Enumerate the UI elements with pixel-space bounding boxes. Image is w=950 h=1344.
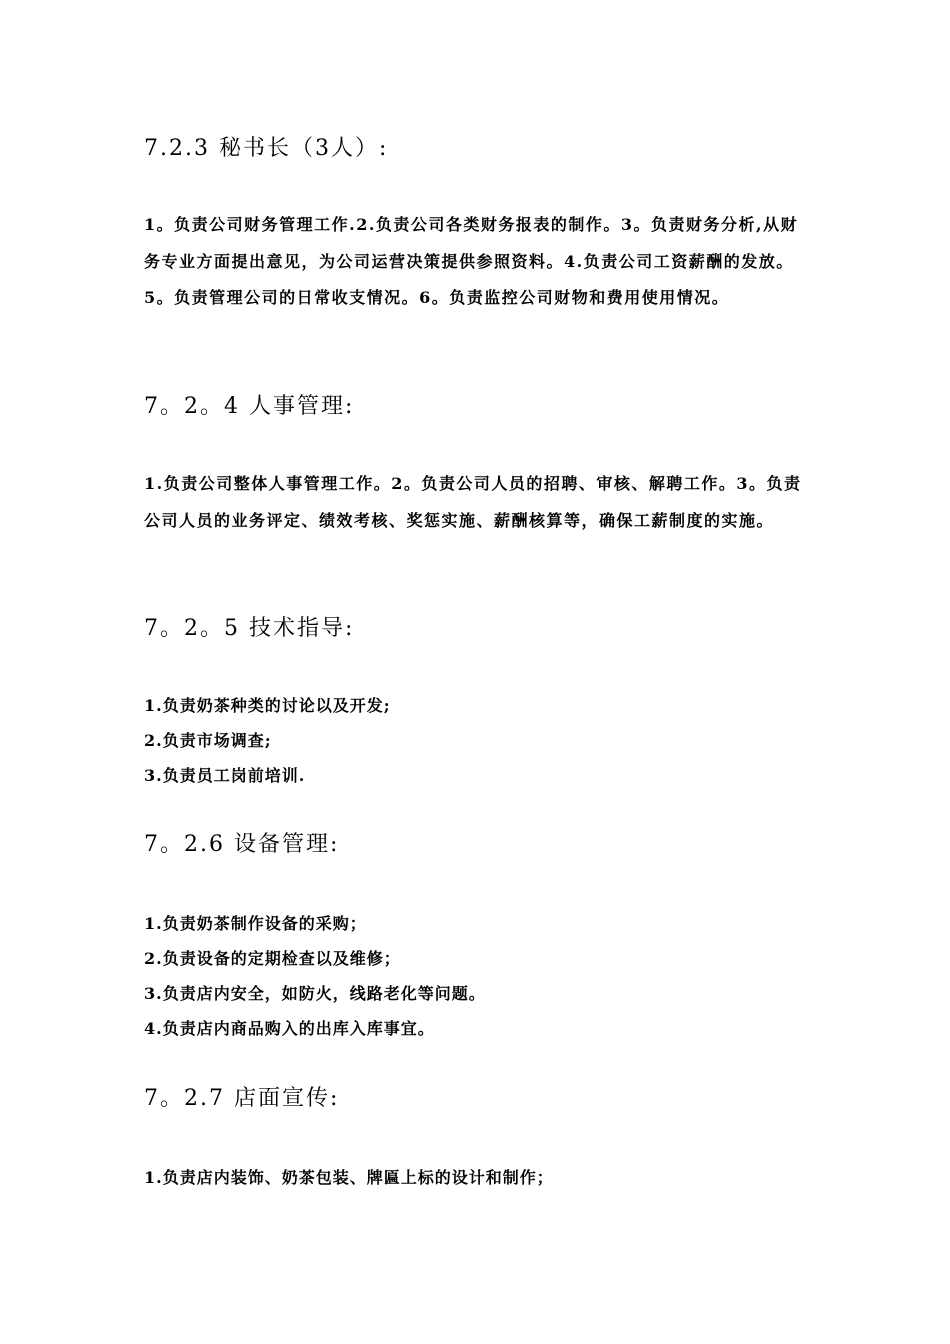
list-item: 1.负责店内装饰、奶茶包装、牌匾上标的设计和制作； <box>144 1168 554 1187</box>
section-heading-personnel: 7。2。4 人事管理: <box>144 394 355 419</box>
section-heading-technical: 7。2。5 技术指导: <box>144 616 355 641</box>
section-body-personnel: 1.负责公司整体人事管理工作。2。负责公司人员的招聘、审核、解聘工作。3。负责公司人员的业务评定、绩效考核、奖惩实施、薪酬核算等，确保工薪制度的实施。 <box>144 474 802 530</box>
list-item: 1.负责奶茶种类的讨论以及开发; <box>144 696 391 715</box>
section-heading-promotion: 7。2.7 店面宣传: <box>144 1086 340 1111</box>
list-item: 1.负责奶茶制作设备的采购； <box>144 914 367 933</box>
list-item: 4.负责店内商品购入的出库入库事宜。 <box>144 1019 435 1038</box>
section-heading-equipment: 7。2.6 设备管理: <box>144 832 340 857</box>
section-body-secretary: 1。负责公司财务管理工作.2.负责公司各类财务报表的制作。3。负责财务分析,从财务专业方面提出意见，为公司运营决策提供参照资料。4.负责公司工资薪酬的发放。5。负责管理公司的日常收支情况。6。负责监控公司财物和费用使用情况。 <box>144 215 799 307</box>
section-heading-secretary: 7.2.3 秘书长（3人）: <box>144 136 389 161</box>
list-item: 3.负责员工岗前培训. <box>144 766 306 785</box>
list-item: 2.负责设备的定期检查以及维修； <box>144 949 401 968</box>
list-item: 2.负责市场调查; <box>144 731 272 750</box>
list-item: 3.负责店内安全，如防火，线路老化等问题。 <box>144 984 486 1003</box>
